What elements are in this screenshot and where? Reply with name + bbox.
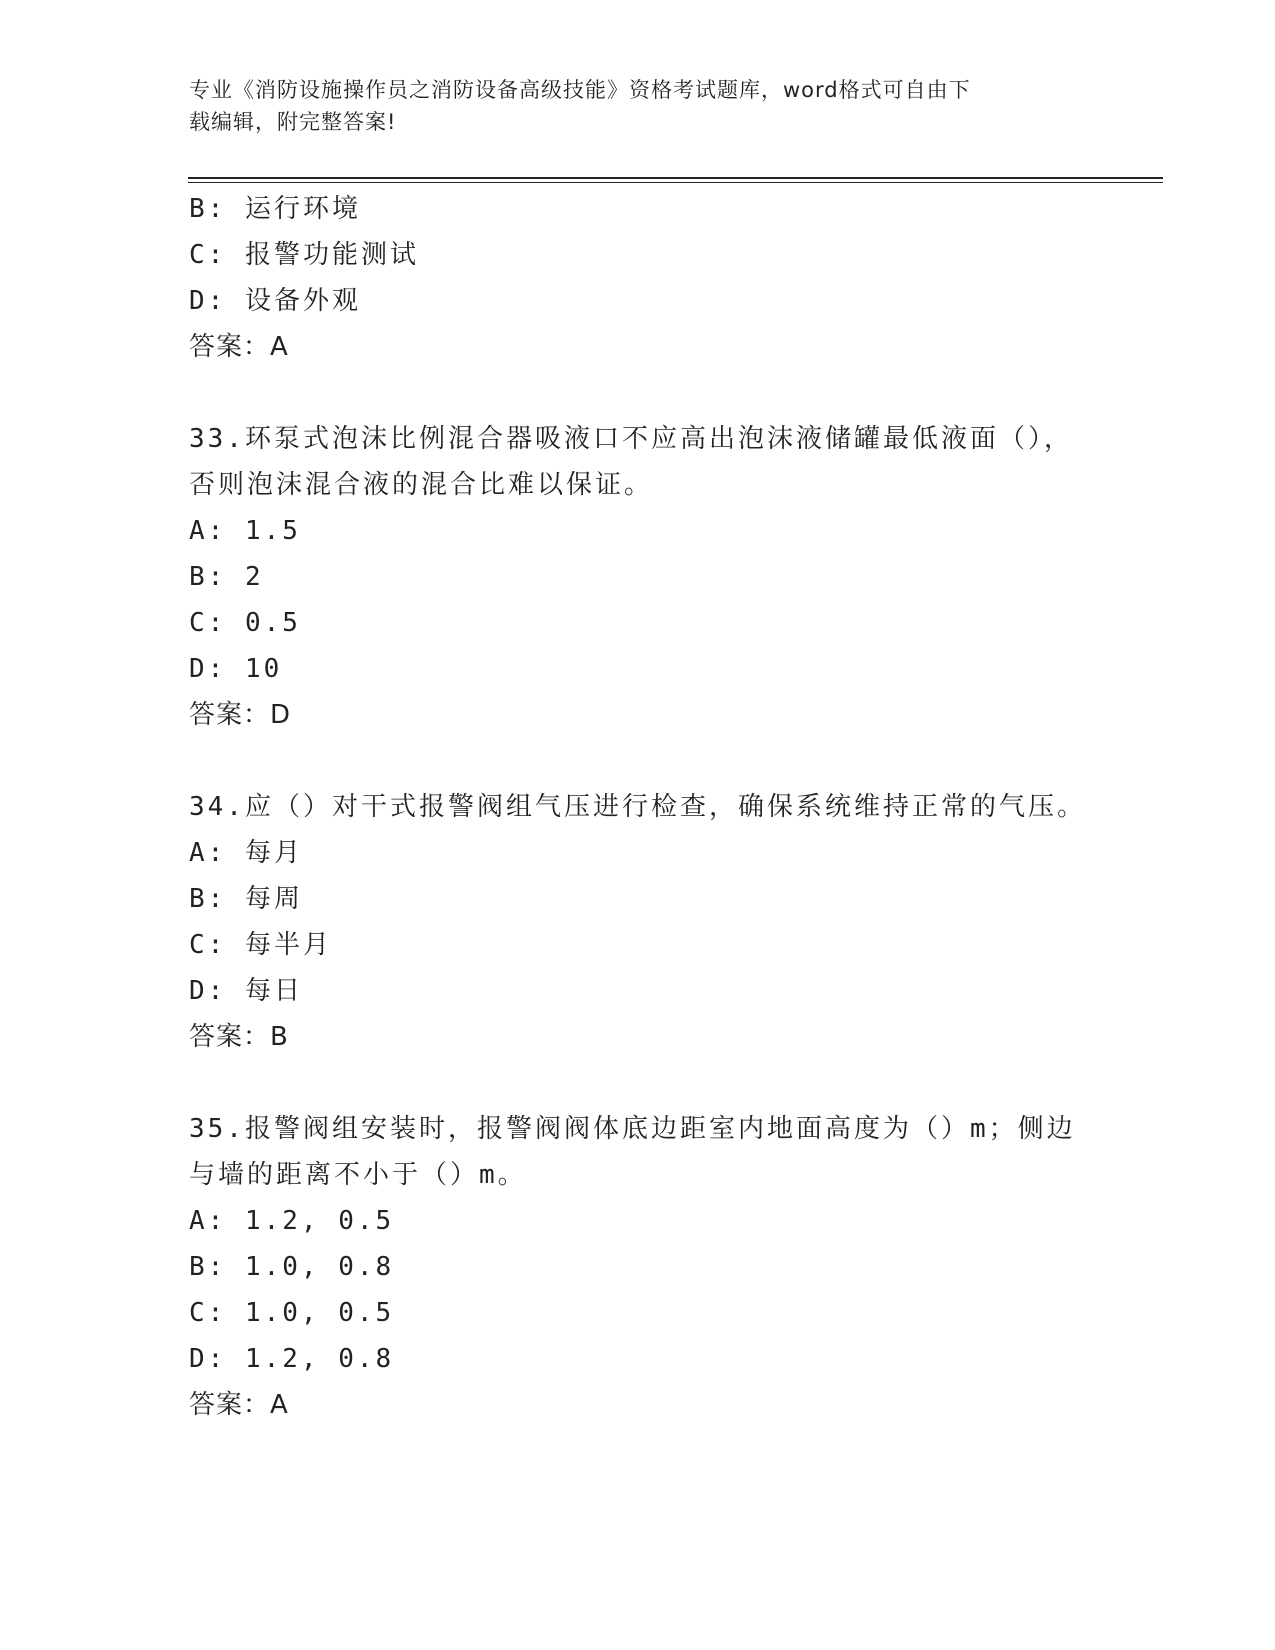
option-b: B: 2 <box>189 562 264 592</box>
question-stem-line: 与墙的距离不小于（）m。 <box>189 1160 527 1190</box>
question-33 <box>189 416 1089 738</box>
option-a: A: 1.5 <box>189 516 301 546</box>
option-d: D: 设备外观 <box>189 286 361 316</box>
header-divider-thick <box>188 177 1163 179</box>
option-a: A: 每月 <box>189 838 303 868</box>
answer-line: 答案：A <box>189 332 289 362</box>
option-d: D: 1.2, 0.8 <box>189 1344 395 1374</box>
answer-line: 答案：B <box>189 1022 289 1052</box>
answer-line: 答案：D <box>189 700 292 730</box>
question-35 <box>189 1106 1089 1428</box>
option-c: C: 每半月 <box>189 930 332 960</box>
question-34 <box>189 784 1089 1060</box>
header-line-1: 专业《消防设施操作员之消防设备高级技能》资格考试题库，word格式可自由下 <box>189 78 971 102</box>
option-b: B: 1.0, 0.8 <box>189 1252 395 1282</box>
document-header <box>189 74 1089 138</box>
option-c: C: 0.5 <box>189 608 301 638</box>
option-d: D: 10 <box>189 654 283 684</box>
question-stem-line: 否则泡沫混合液的混合比难以保证。 <box>189 470 654 500</box>
option-a: A: 1.2, 0.5 <box>189 1206 395 1236</box>
question-list <box>189 186 1089 1428</box>
question-stem-line: 35.报警阀组安装时，报警阀阀体底边距室内地面高度为（）m；侧边 <box>189 1114 1076 1144</box>
option-c: C: 报警功能测试 <box>189 240 419 270</box>
option-b: B: 每周 <box>189 884 303 914</box>
header-line-2: 载编辑，附完整答案! <box>189 110 397 134</box>
header-divider-thin <box>188 182 1163 183</box>
question-stem-line: 33.环泵式泡沫比例混合器吸液口不应高出泡沫液储罐最低液面（）， <box>189 424 1073 454</box>
question-stem-line: 34.应（）对干式报警阀组气压进行检查，确保系统维持正常的气压。 <box>189 792 1086 822</box>
answer-line: 答案：A <box>189 1390 289 1420</box>
option-b: B: 运行环境 <box>189 194 361 224</box>
option-c: C: 1.0, 0.5 <box>189 1298 395 1328</box>
question-partial <box>189 186 1089 370</box>
option-d: D: 每日 <box>189 976 303 1006</box>
